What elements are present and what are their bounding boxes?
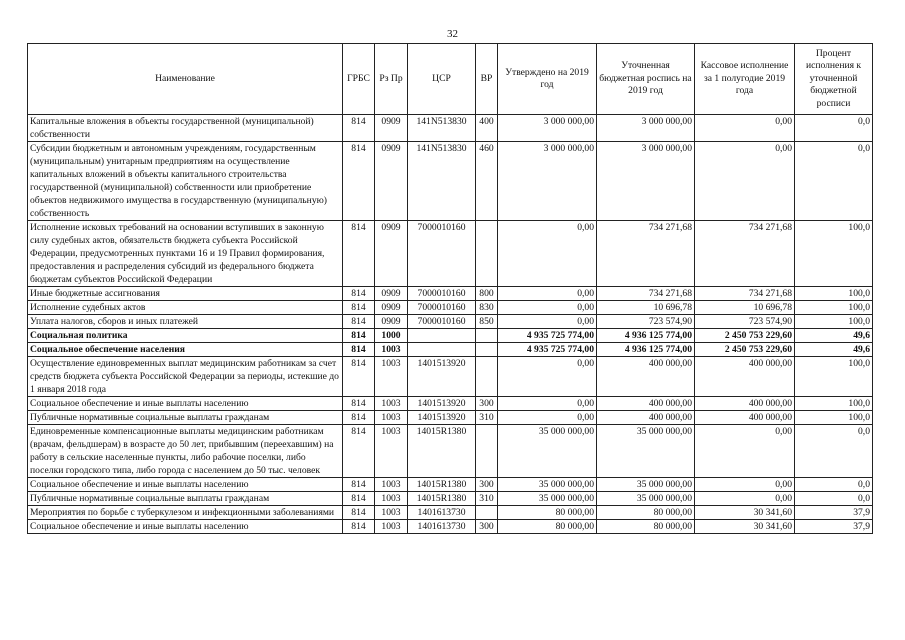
cell-cash: 0,00 [695,425,795,478]
cell-approved: 35 000 000,00 [498,478,597,492]
cell-cash: 2 450 753 229,60 [695,329,795,343]
cell-approved: 4 935 725 774,00 [498,343,597,357]
cell-approved: 0,00 [498,397,597,411]
budget-execution-table [27,43,873,534]
cell-approved: 0,00 [498,411,597,425]
header-vr: ВР [476,44,498,115]
cell-approved: 80 000,00 [498,520,597,534]
cell-cash: 30 341,60 [695,520,795,534]
cell-refined: 3 000 000,00 [597,142,695,221]
cell-csr: 14015R1380 [408,425,476,478]
table-row [28,343,873,357]
table-row [28,520,873,534]
cell-refined: 400 000,00 [597,397,695,411]
table-row [28,221,873,287]
cell-approved: 3 000 000,00 [498,115,597,142]
cell-vr [476,357,498,397]
cell-vr [476,343,498,357]
cell-name: Исполнение исковых требований на основании вступивших в законную силу судебных актов, обязательств бюджета субъекта Российской Федерации, предусмотренных пунктами 16 и 19 Правил формирования, предоставления и распределения субсидий из федерального бюджета бюджетам субъектов Российской Федерации [28,221,343,287]
cell-approved: 35 000 000,00 [498,492,597,506]
cell-cash: 734 271,68 [695,221,795,287]
header-cash: Кассовое исполнение за 1 полугодие 2019 года [695,44,795,115]
cell-refined: 10 696,78 [597,301,695,315]
table-row [28,397,873,411]
cell-approved: 0,00 [498,315,597,329]
cell-grbs: 814 [343,142,375,221]
cell-refined: 80 000,00 [597,506,695,520]
cell-vr: 460 [476,142,498,221]
header-name: Наименование [28,44,343,115]
cell-csr [408,343,476,357]
cell-name: Социальное обеспечение и иные выплаты населению [28,478,343,492]
cell-percent: 37,9 [795,520,873,534]
cell-grbs: 814 [343,411,375,425]
table-row [28,425,873,478]
cell-grbs: 814 [343,115,375,142]
cell-grbs: 814 [343,329,375,343]
cell-vr [476,221,498,287]
cell-vr [476,506,498,520]
cell-name: Публичные нормативные социальные выплаты гражданам [28,411,343,425]
page-number: 32 [447,28,458,40]
cell-vr: 300 [476,478,498,492]
cell-name: Социальное обеспечение и иные выплаты населению [28,397,343,411]
cell-grbs: 814 [343,221,375,287]
cell-name: Исполнение судебных актов [28,301,343,315]
cell-name: Социальная политика [28,329,343,343]
cell-percent: 100,0 [795,357,873,397]
cell-rzpr: 1003 [375,492,408,506]
cell-name: Субсидии бюджетным и автономным учреждениям, государственным (муниципальным) унитарным предприятиям на осуществление капитальных вложений в объекты капитального строительства государственной (муниципальной) собственности или приобретение объектов недвижимого имущества в государственную (муниципальную) собственность [28,142,343,221]
cell-grbs: 814 [343,492,375,506]
cell-refined: 4 936 125 774,00 [597,343,695,357]
cell-name: Иные бюджетные ассигнования [28,287,343,301]
table-row [28,315,873,329]
cell-vr: 850 [476,315,498,329]
cell-grbs: 814 [343,520,375,534]
cell-cash: 0,00 [695,142,795,221]
cell-name: Социальное обеспечение населения [28,343,343,357]
cell-percent: 100,0 [795,397,873,411]
table-row [28,492,873,506]
header-percent: Процент исполнения к уточненной бюджетной росписи [795,44,873,115]
cell-name: Социальное обеспечение и иные выплаты населению [28,520,343,534]
cell-rzpr: 0909 [375,315,408,329]
cell-csr: 7000010160 [408,287,476,301]
cell-refined: 35 000 000,00 [597,478,695,492]
cell-rzpr: 0909 [375,287,408,301]
cell-grbs: 814 [343,301,375,315]
cell-vr: 310 [476,411,498,425]
cell-approved: 0,00 [498,221,597,287]
cell-rzpr: 1003 [375,520,408,534]
table-row [28,411,873,425]
cell-refined: 35 000 000,00 [597,492,695,506]
header-rzpr: Рз Пр [375,44,408,115]
cell-rzpr: 1003 [375,425,408,478]
cell-refined: 723 574,90 [597,315,695,329]
cell-rzpr: 1003 [375,478,408,492]
header-refined: Уточненная бюджетная роспись на 2019 год [597,44,695,115]
cell-rzpr: 0909 [375,301,408,315]
cell-grbs: 814 [343,425,375,478]
cell-rzpr: 1003 [375,357,408,397]
cell-percent: 0,0 [795,478,873,492]
cell-name: Мероприятия по борьбе с туберкулезом и инфекционными заболеваниями [28,506,343,520]
cell-vr: 300 [476,520,498,534]
cell-percent: 0,0 [795,425,873,478]
cell-csr: 1401613730 [408,506,476,520]
cell-rzpr: 1003 [375,343,408,357]
cell-percent: 100,0 [795,301,873,315]
cell-rzpr: 1000 [375,329,408,343]
cell-cash: 0,00 [695,478,795,492]
cell-cash: 0,00 [695,492,795,506]
cell-name: Публичные нормативные социальные выплаты гражданам [28,492,343,506]
cell-csr: 14015R1380 [408,492,476,506]
cell-grbs: 814 [343,287,375,301]
cell-approved: 4 935 725 774,00 [498,329,597,343]
cell-cash: 723 574,90 [695,315,795,329]
cell-percent: 100,0 [795,315,873,329]
cell-refined: 4 936 125 774,00 [597,329,695,343]
cell-vr: 300 [476,397,498,411]
cell-csr: 1401613730 [408,520,476,534]
cell-rzpr: 1003 [375,411,408,425]
cell-grbs: 814 [343,478,375,492]
header-csr: ЦСР [408,44,476,115]
header-grbs: ГРБС [343,44,375,115]
cell-percent: 37,9 [795,506,873,520]
cell-cash: 10 696,78 [695,301,795,315]
table-row [28,287,873,301]
cell-vr: 400 [476,115,498,142]
cell-name: Капитальные вложения в объекты государственной (муниципальной) собственности [28,115,343,142]
cell-refined: 400 000,00 [597,357,695,397]
cell-csr: 1401513920 [408,411,476,425]
cell-name: Осуществление единовременных выплат медицинским работникам за счет средств бюджета субъекта Российской Федерации за периоды, истекшие до 1 января 2018 года [28,357,343,397]
cell-cash: 400 000,00 [695,357,795,397]
cell-csr: 141N513830 [408,115,476,142]
table-row [28,357,873,397]
cell-cash: 30 341,60 [695,506,795,520]
cell-grbs: 814 [343,397,375,411]
cell-percent: 100,0 [795,411,873,425]
cell-grbs: 814 [343,315,375,329]
cell-approved: 3 000 000,00 [498,142,597,221]
table-row [28,506,873,520]
cell-cash: 400 000,00 [695,411,795,425]
cell-name: Уплата налогов, сборов и иных платежей [28,315,343,329]
cell-vr: 310 [476,492,498,506]
cell-approved: 0,00 [498,301,597,315]
cell-refined: 400 000,00 [597,411,695,425]
cell-percent: 49,6 [795,343,873,357]
table-row [28,329,873,343]
cell-grbs: 814 [343,506,375,520]
cell-rzpr: 1003 [375,506,408,520]
cell-csr: 1401513920 [408,397,476,411]
table-row [28,301,873,315]
cell-vr: 800 [476,287,498,301]
cell-vr [476,329,498,343]
cell-percent: 100,0 [795,221,873,287]
cell-refined: 80 000,00 [597,520,695,534]
cell-percent: 0,0 [795,115,873,142]
cell-refined: 734 271,68 [597,221,695,287]
cell-rzpr: 0909 [375,142,408,221]
cell-cash: 400 000,00 [695,397,795,411]
cell-approved: 80 000,00 [498,506,597,520]
cell-cash: 734 271,68 [695,287,795,301]
cell-cash: 0,00 [695,115,795,142]
table-header-row [28,44,873,115]
cell-percent: 0,0 [795,492,873,506]
cell-name: Единовременные компенсационные выплаты медицинским работникам (врачам, фельдшерам) в возрасте до 50 лет, прибывшим (переехавшим) на работу в сельские населенные пункты, либо рабочие поселки, либо поселки городского типа, либо города с населением до 50 тыс. человек [28,425,343,478]
cell-grbs: 814 [343,343,375,357]
cell-csr: 14015R1380 [408,478,476,492]
table-row [28,142,873,221]
cell-percent: 0,0 [795,142,873,221]
table-row [28,115,873,142]
cell-csr: 7000010160 [408,221,476,287]
cell-approved: 35 000 000,00 [498,425,597,478]
cell-approved: 0,00 [498,287,597,301]
cell-approved: 0,00 [498,357,597,397]
cell-percent: 49,6 [795,329,873,343]
cell-csr: 1401513920 [408,357,476,397]
cell-refined: 734 271,68 [597,287,695,301]
cell-rzpr: 1003 [375,397,408,411]
table-row [28,478,873,492]
cell-vr [476,425,498,478]
cell-rzpr: 0909 [375,221,408,287]
cell-csr: 141N513830 [408,142,476,221]
cell-refined: 3 000 000,00 [597,115,695,142]
cell-rzpr: 0909 [375,115,408,142]
cell-refined: 35 000 000,00 [597,425,695,478]
header-approved: Утверждено на 2019 год [498,44,597,115]
cell-percent: 100,0 [795,287,873,301]
cell-cash: 2 450 753 229,60 [695,343,795,357]
cell-csr: 7000010160 [408,301,476,315]
cell-grbs: 814 [343,357,375,397]
cell-vr: 830 [476,301,498,315]
cell-csr [408,329,476,343]
cell-csr: 7000010160 [408,315,476,329]
